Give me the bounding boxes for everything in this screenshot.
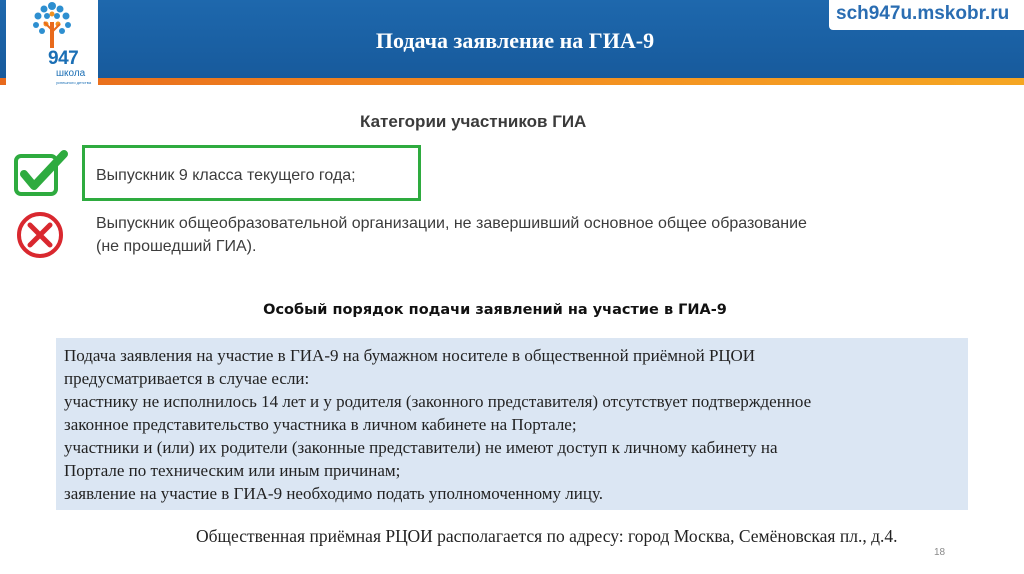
special-line-1: Подача заявления на участие в ГИА-9 на бумажном носителе в общественной приёмной РЦОИ (64, 346, 756, 365)
logo-word: школа (56, 68, 86, 79)
school-logo (6, 0, 98, 88)
logo-number: 947 (48, 48, 79, 69)
non-completed-line-1: Выпускник общеобразовательной организации, не завершивший основное общее образование (96, 215, 807, 232)
page-number: 18 (934, 547, 946, 558)
non-completed-line-2: (не прошедший ГИА). (96, 238, 257, 255)
office-address: Общественная приёмная РЦОИ располагается по адресу: город Москва, Семёновская пл., д.4. (196, 526, 898, 546)
special-line-6: Портале по техническим или иным причинам; (64, 461, 401, 480)
site-url-link[interactable]: sch947u.mskobr.ru (836, 3, 1010, 24)
header-accent-stripe (0, 78, 1024, 85)
categories-heading: Категории участников ГИА (360, 112, 587, 131)
slide-title: Подача заявление на ГИА-9 (375, 28, 655, 53)
non-completed-graduate-text (96, 212, 976, 258)
special-line-5: участники и (или) их родители (законные представители) не имеют доступ к личному кабинету на (64, 438, 778, 457)
special-procedure-heading: Особый порядок подачи заявлений на участие в ГИА-9 (263, 302, 727, 318)
current-graduate-text: Выпускник 9 класса текущего года; (96, 167, 356, 184)
special-line-3: участнику не исполнилось 14 лет и у родителя (законного представителя) отсутствует подтвержденное (64, 392, 812, 411)
special-line-2: предусматривается в случае если: (64, 369, 310, 388)
special-line-7: заявление на участие в ГИА-9 необходимо подать уполномоченному лицу. (64, 484, 604, 503)
tree-icon (6, 0, 98, 52)
red-cross-icon (15, 210, 65, 260)
special-procedure-text (64, 344, 964, 505)
special-line-4: законное представительство участника в личном кабинете на Портале; (64, 415, 577, 434)
logo-tagline: успешного детства (56, 80, 92, 85)
green-checkmark-icon (14, 150, 72, 198)
